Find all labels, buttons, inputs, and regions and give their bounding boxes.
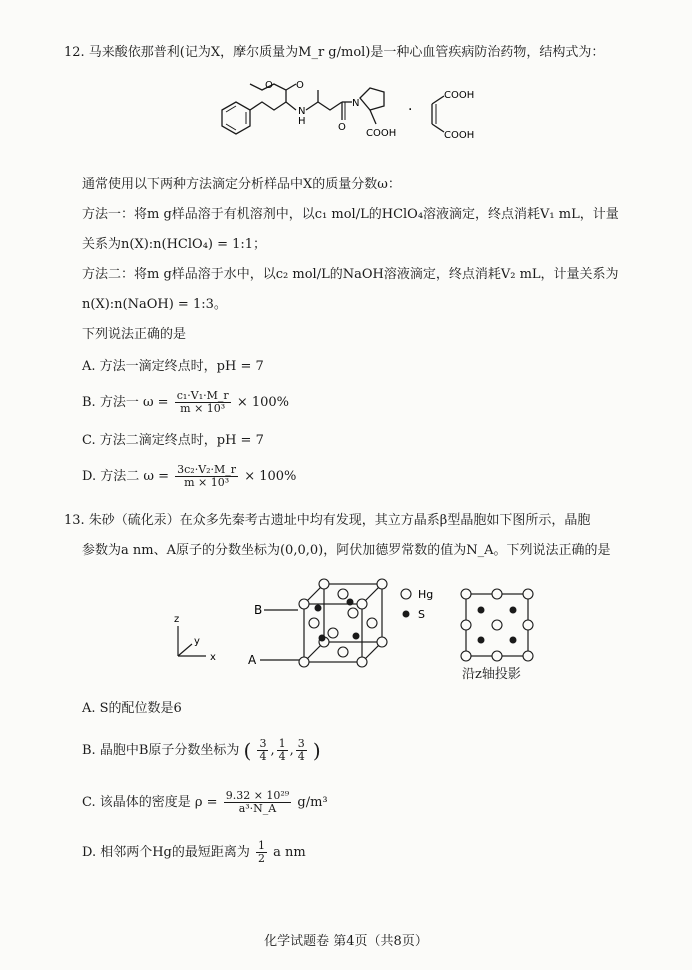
q12-option-d-denominator: m × 10³: [184, 476, 230, 489]
q13-option-d: [82, 840, 306, 865]
frac2-den: 4: [278, 750, 286, 763]
ester-o-label: O: [296, 80, 304, 91]
frac1-den: 4: [259, 750, 267, 763]
q13-option-c-prefix: C. 该晶体的密度是 ρ =: [82, 795, 218, 810]
q13-option-d-numerator: 1: [258, 839, 266, 852]
q13-b-frac-3: [296, 738, 307, 763]
q12-option-d-numerator: 3c₂·V₂·M_r: [177, 463, 237, 476]
q13-option-d-fraction: [256, 840, 267, 865]
q12-stem: 12. 马来酸依那普利(记为X，摩尔质量为M_r g/mol)是一种心血管疾病防治药物，结构式为：: [64, 45, 605, 60]
proline-n-label: N: [352, 98, 360, 109]
q13-stem-a: 13. 朱砂（硫化汞）在众多先秦考古遗址中均有发现，其立方晶系β型晶胞如下图所示，晶胞: [64, 513, 591, 528]
q13-b-frac-1: [257, 738, 268, 763]
q12-intro: 通常使用以下两种方法滴定分析样品中X的质量分数ω：: [82, 177, 401, 192]
q13-option-b-prefix: B. 晶胞中B原子分数坐标为: [82, 743, 240, 758]
close-paren: ): [312, 738, 321, 763]
q13-option-b: B. 晶胞中B原子分数坐标为 ( $\frac{3}{4}$ , $\frac{1}{4}$ , $\frac{3}{4}$ ): [82, 737, 321, 763]
q13-option-a: A. S的配位数是6: [82, 701, 182, 716]
q12-option-b-prefix: B. 方法一 ω =: [82, 395, 169, 410]
maleic-cooh-top: COOH: [444, 90, 475, 101]
q13-option-c-suffix: g/m³: [297, 795, 328, 810]
salt-dot: ·: [408, 102, 413, 118]
q13-option-c-denominator: a³·N_A: [238, 802, 277, 815]
q12-option-b-denominator: m × 10³: [180, 402, 226, 415]
atom-a-label: A: [248, 653, 257, 667]
q13-option-c: [82, 790, 328, 815]
amine-n-label: N: [298, 106, 306, 117]
amine-h-label: H: [298, 116, 306, 127]
q13-b-frac-2: [277, 738, 288, 763]
q12-option-b-numerator: c₁·V₁·M_r: [176, 389, 229, 402]
q12-method1-a: 方法一：将m g样品溶于有机溶剂中，以c₁ mol/L的HClO₄溶液滴定，终点消耗V₁ mL，计量: [82, 207, 619, 222]
q12-method2-b: n(X):n(NaOH) = 1:3。: [82, 297, 227, 312]
frac3-num: 3: [297, 737, 305, 750]
q12-method2-a: 方法二：将m g样品溶于水中，以c₂ mol/L的NaOH溶液滴定，终点消耗V₂ mL，计量关系为: [82, 267, 619, 282]
q12-option-b-fraction: [175, 390, 231, 415]
page-footer: 化学试题卷 第4页（共8页）: [264, 934, 428, 949]
q12-option-b: [82, 390, 289, 415]
projection-caption: 沿z轴投影: [462, 667, 521, 682]
q13-option-c-numerator: 9.32 × 10²⁹: [225, 789, 290, 802]
axis-x-label: x: [210, 652, 216, 663]
q12-option-c: C. 方法二滴定终点时，pH = 7: [82, 433, 264, 448]
axis-z-label: z: [174, 614, 180, 625]
amide-o-label: O: [338, 122, 346, 133]
q12-option-d-prefix: D. 方法二 ω =: [82, 469, 169, 484]
q13-option-d-suffix: a nm: [273, 845, 306, 860]
q12-option-b-suffix: × 100%: [236, 395, 290, 410]
q12-option-d: [82, 464, 296, 489]
legend-hg-label: Hg: [418, 588, 434, 601]
open-paren: (: [243, 738, 252, 763]
q13-stem-b: 参数为a nm、A原子的分数坐标为(0,0,0)，阿伏加德罗常数的值为N_A。下列说法正确的是: [82, 543, 611, 558]
q12-ask: 下列说法正确的是: [82, 327, 187, 342]
q13-option-d-prefix: D. 相邻两个Hg的最短距离为: [82, 845, 250, 860]
enalapril-maleate-structure: [200, 80, 520, 160]
q12-option-d-suffix: × 100%: [244, 469, 297, 484]
q12-option-a: A. 方法一滴定终点时，pH = 7: [82, 359, 264, 374]
maleic-cooh-bottom: COOH: [444, 130, 475, 141]
q12-method1-b: 关系为n(X):n(HClO₄) = 1:1；: [82, 237, 267, 252]
axis-y-label: y: [194, 636, 200, 647]
frac1-num: 3: [259, 737, 267, 750]
ester-o2-label: O: [265, 80, 273, 91]
legend-s-label: S: [418, 608, 425, 621]
proline-cooh-label: COOH: [366, 128, 397, 139]
atom-b-label: B: [254, 603, 263, 617]
frac2-num: 1: [278, 737, 286, 750]
frac3-den: 4: [297, 750, 305, 763]
q13-option-c-fraction: [224, 790, 292, 815]
q13-option-d-denominator: 2: [258, 852, 266, 865]
q12-option-d-fraction: [175, 464, 238, 489]
